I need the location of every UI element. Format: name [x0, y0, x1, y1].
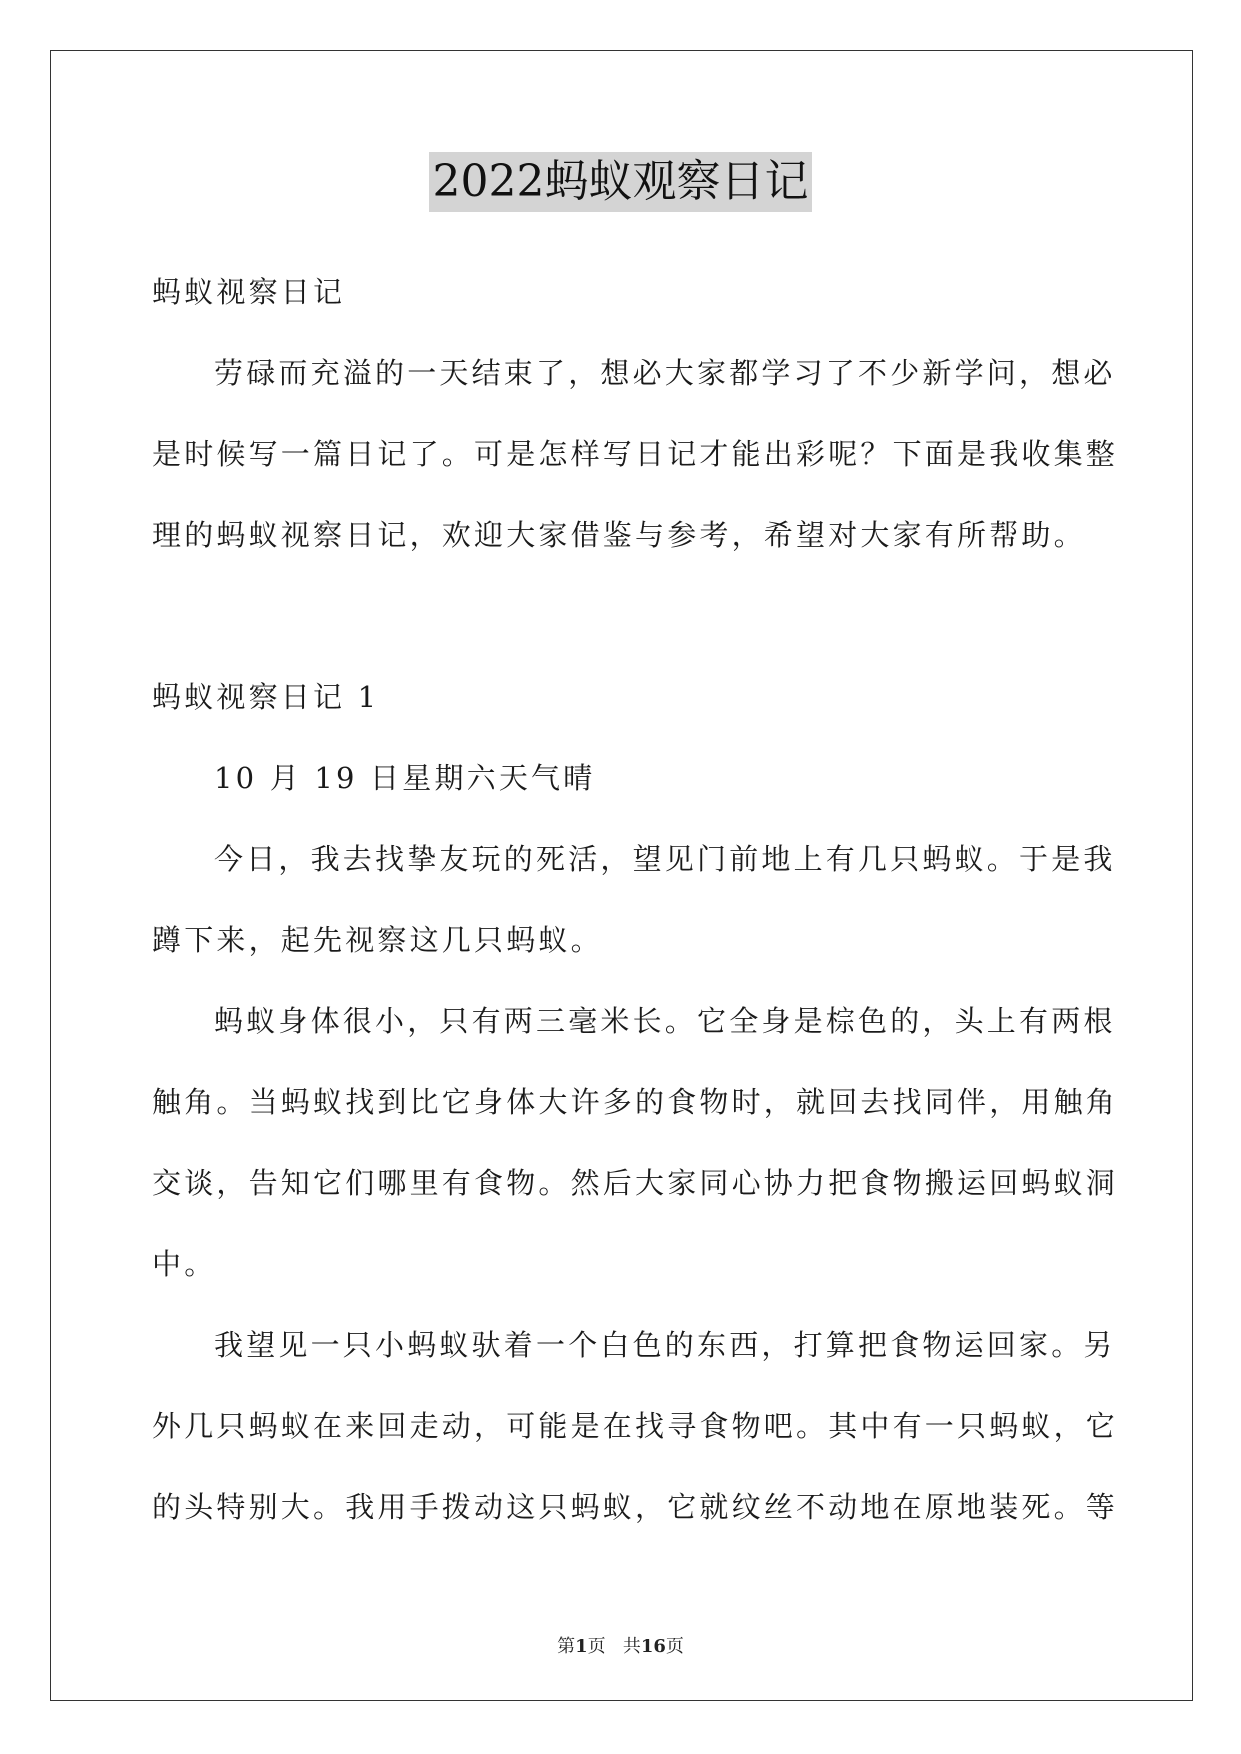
blank-line — [152, 586, 1092, 667]
title-wrapper — [0, 152, 1241, 212]
body-line-8: 今日，我去找挚友玩的死活，望见门前地上有几只蚂蚁。于是我 — [214, 842, 1116, 876]
body-line-4: 理的蚂蚁视察日记，欢迎大家借鉴与参考，希望对大家有所帮助。 — [152, 518, 1086, 552]
section-heading: 蚂蚁视察日记 1 — [152, 680, 380, 714]
page-number: 1 — [575, 1636, 588, 1657]
page-footer — [0, 1632, 1241, 1658]
document-title: 2022蚂蚁观察日记 — [429, 152, 813, 212]
body-line-2: 劳碌而充溢的一天结束了，想必大家都学习了不少新学问，想必 — [214, 356, 1116, 390]
body-line-13: 中。 — [152, 1247, 217, 1281]
body-line-16: 的头特别大。我用手拨动这只蚂蚁，它就纹丝不动地在原地装死。等 — [152, 1490, 1119, 1524]
total-prefix: 共 — [622, 1636, 641, 1657]
body-line-1: 蚂蚁视察日记 — [152, 275, 346, 309]
body-line-10: 蚂蚁身体很小，只有两三毫米长。它全身是棕色的，头上有两根 — [214, 1004, 1116, 1038]
body-line-3: 是时候写一篇日记了。可是怎样写日记才能出彩呢？下面是我收集整 — [152, 437, 1119, 471]
body-line-14: 我望见一只小蚂蚁驮着一个白色的东西，打算把食物运回家。另 — [214, 1328, 1116, 1362]
total-suffix: 页 — [665, 1636, 684, 1657]
body-line-15: 外几只蚂蚁在来回走动，可能是在找寻食物吧。其中有一只蚂蚁，它 — [152, 1409, 1119, 1443]
body-line-9: 蹲下来，起先视察这几只蚂蚁。 — [152, 923, 603, 957]
page-suffix: 页 — [587, 1636, 606, 1657]
diary-date-line: 10 月 19 日星期六天气晴 — [214, 761, 596, 795]
page-prefix: 第 — [557, 1636, 576, 1657]
total-pages: 16 — [640, 1636, 666, 1657]
document-body — [152, 262, 1119, 1558]
body-line-12: 交谈，告知它们哪里有食物。然后大家同心协力把食物搬运回蚂蚁洞 — [152, 1166, 1119, 1200]
body-line-11: 触角。当蚂蚁找到比它身体大许多的食物时，就回去找同伴，用触角 — [152, 1085, 1119, 1119]
